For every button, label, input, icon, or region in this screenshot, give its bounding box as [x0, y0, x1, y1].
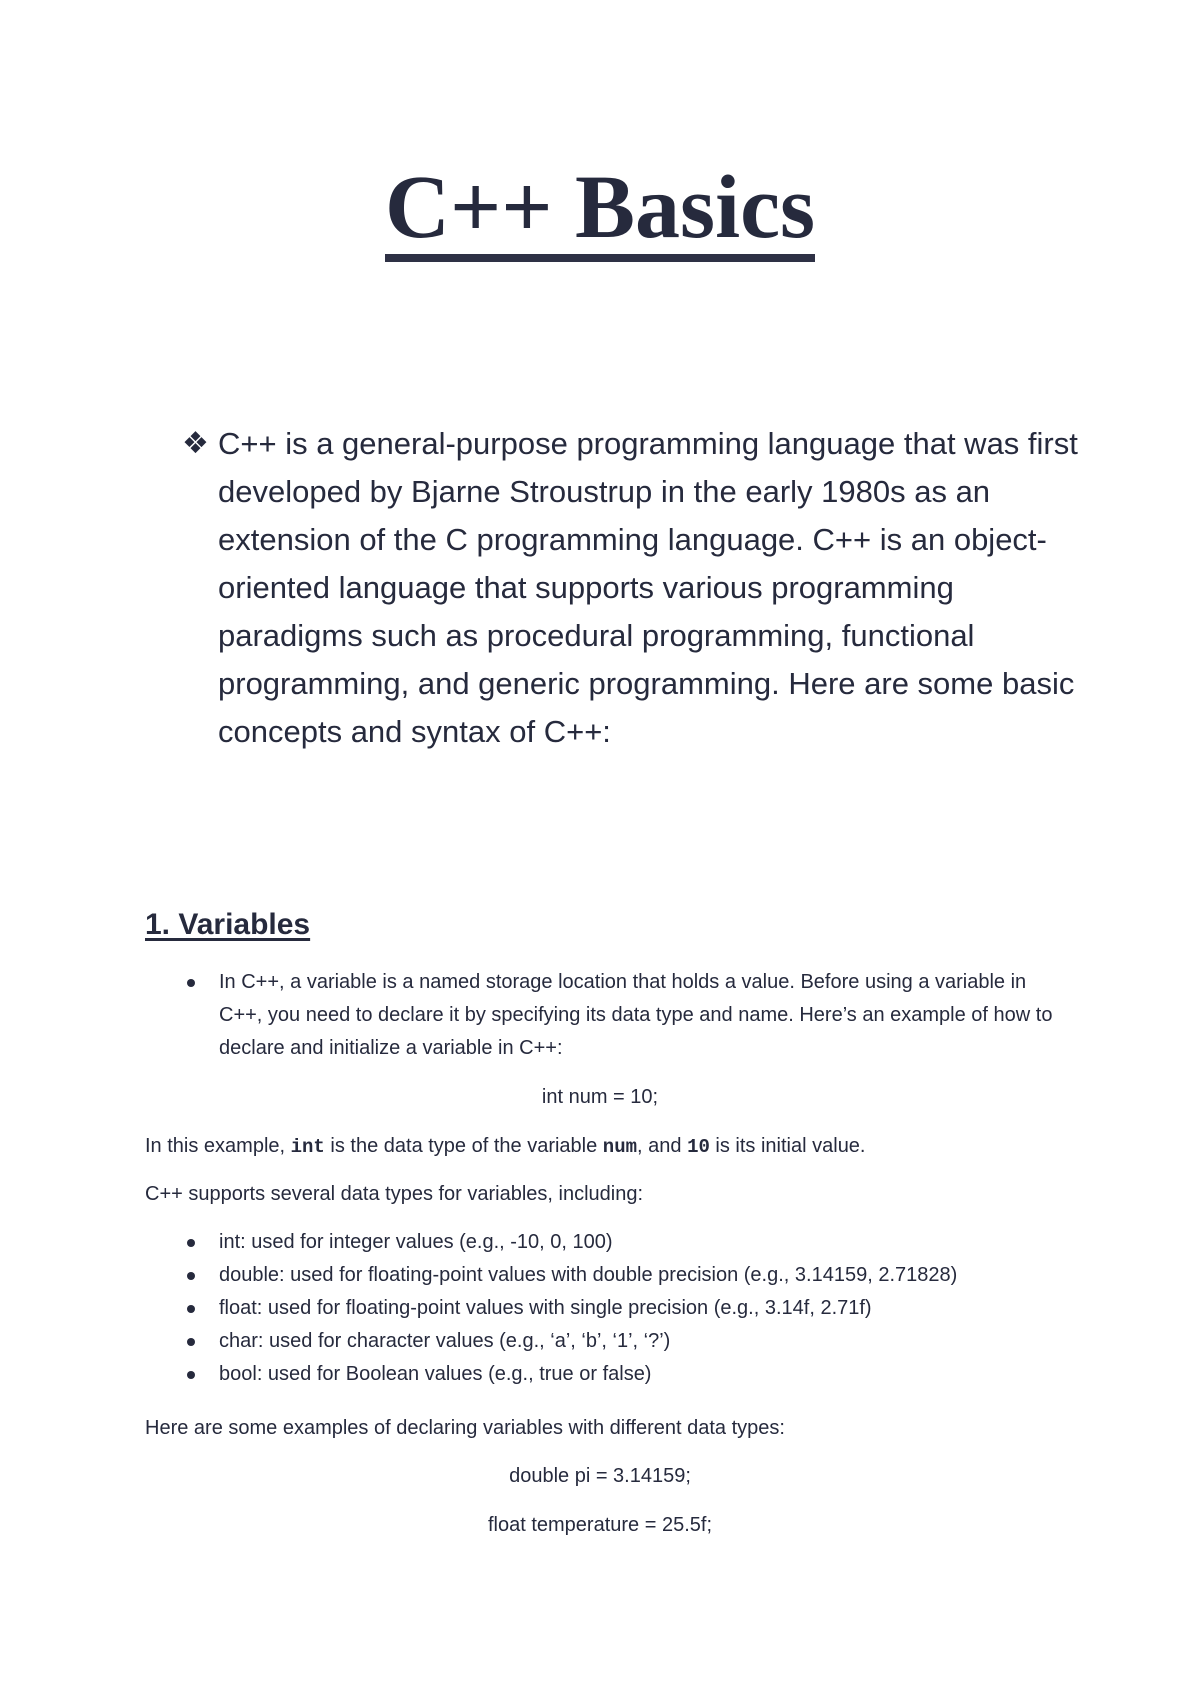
- page-title-text: C++ Basics: [385, 166, 815, 262]
- list-item: In C++, a variable is a named storage location that holds a value. Before using a variable in C++, you need to declare it by specifying its data type and name. Here’s an example of how to declare and initialize a variable in C++:: [145, 966, 1075, 1065]
- list-item: char: used for character values (e.g., ‘a’, ‘b’, ‘1’, ‘?’): [145, 1325, 1075, 1358]
- explanation-term-num: num: [602, 1136, 638, 1158]
- data-types-block: [145, 1226, 1075, 1391]
- code-example-double: double pi = 3.14159;: [509, 1465, 691, 1487]
- list-item: bool: used for Boolean values (e.g., true or false): [145, 1358, 1075, 1391]
- intro-text: C++ is a general-purpose programming language that was first developed by Bjarne Stroustrup in the early 1980s as an extension of the C programming language. C++ is an object-oriented language that supports various programming paradigms such as procedural programming, functional programming, and generic programming. Here are some basic concepts and syntax of C++:: [218, 426, 1078, 749]
- types-intro: C++ supports several data types for variables, including:: [145, 1183, 644, 1205]
- explanation-term-int: int: [290, 1136, 325, 1158]
- code-example-int: int num = 10;: [541, 1086, 659, 1108]
- variables-bullet-block: [145, 966, 1075, 1065]
- examples-intro: Here are some examples of declaring variables with different data types:: [145, 1417, 785, 1439]
- explanation-paragraph: [145, 1130, 1105, 1164]
- explanation-middle-1: is the data type of the variable: [324, 1135, 603, 1157]
- diamond-bullet-icon: ❖: [182, 427, 209, 460]
- explanation-middle-2: , and: [637, 1135, 688, 1157]
- code-example-float: float temperature = 25.5f;: [487, 1514, 713, 1536]
- section-heading-variables: 1. Variables: [145, 908, 311, 941]
- list-item: int: used for integer values (e.g., -10, 0, 100): [145, 1226, 1075, 1259]
- explanation-suffix: is its initial value.: [709, 1135, 866, 1157]
- data-types-list: [145, 1226, 1075, 1391]
- list-item: double: used for floating-point values with double precision (e.g., 3.14159, 2.71828): [145, 1259, 1075, 1292]
- explanation-prefix: In this example,: [145, 1135, 291, 1157]
- variables-bullet-list: [145, 966, 1075, 1065]
- list-item: float: used for floating-point values with single precision (e.g., 3.14f, 2.71f): [145, 1292, 1075, 1325]
- page-title: [0, 158, 1200, 262]
- intro-paragraph: [182, 420, 1082, 756]
- explanation-term-10: 10: [687, 1136, 710, 1158]
